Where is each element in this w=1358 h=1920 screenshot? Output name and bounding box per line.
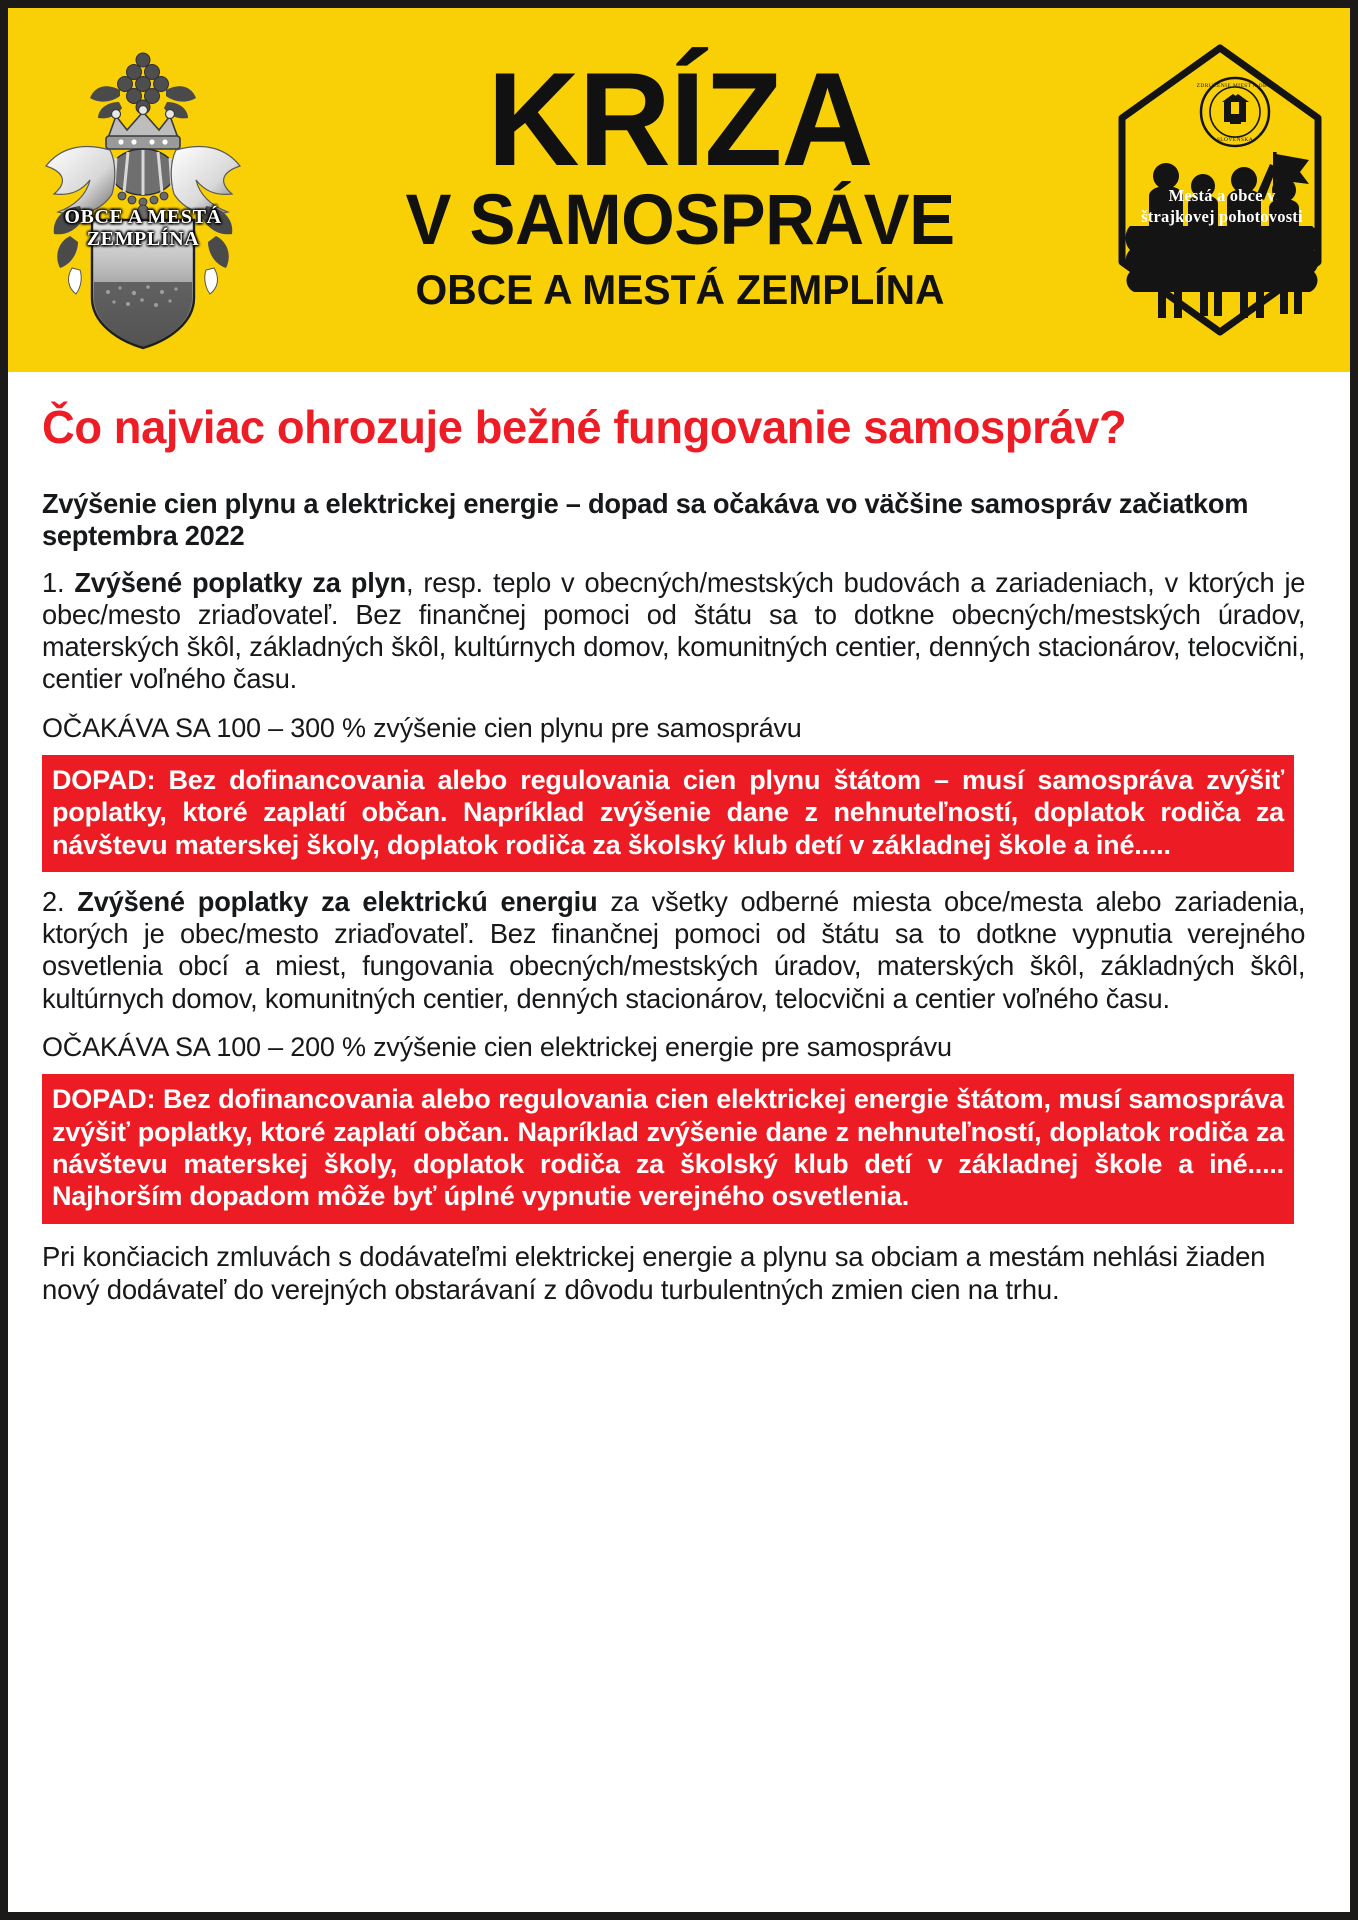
crest-caption-line2: ZEMPLÍNA [86,227,200,250]
poster-title-main: KRÍZA [487,45,873,194]
item-2-impact-box: DOPAD: Bez dofinancovania alebo regulovania cien elektrickej energie štátom, musí samospráva zvýšiť poplatky, ktoré zaplatí občan. Napríklad zvýšenie dane z nehnuteľností, doplatok rodiča za návštevu materskej školy, doplatok rodiča za školský klub detí v základnej škole a iné..... Najhorším dopadom môže byť úplné vypnutie verejného osvetlenia. [42,1074,1294,1224]
strike-readiness-badge [1104,40,1336,340]
svg-text:ZDRUŽENIE MIEST A OBCÍ: ZDRUŽENIE MIEST A OBCÍ [1196,83,1274,89]
item-2-number: 2. [42,886,65,918]
item-1-body: , resp. teplo v obecných/mestských budovách a zariadeniach, v ktorých je obec/mesto zriaďovateľ. Bez finančnej pomoci od štátu sa to dotkne obecných/mestských úradov, materských škôl, základných škôl, kultúrnych domov, komunitných centier, denných stacionárov, telocvični, centier voľného času. [42,566,1306,695]
item-1-number: 1. [42,566,65,598]
item-1-bold-lead: Zvýšené poplatky za plyn [74,566,406,598]
item-1-expectation: OČAKÁVA SA 100 – 300 % zvýšenie cien plynu pre samosprávu [42,712,802,743]
section-question: Čo najviac ohrozuje bežné fungovanie samospráv? [42,401,1127,453]
poster-title-sub2: OBCE A MESTÁ ZEMPLÍNA [415,266,945,314]
poster-title-block [256,45,1104,322]
item-1-impact-box: DOPAD: Bez dofinancovania alebo regulovania cien plynu štátom – musí samospráva zvýšiť poplatky, ktoré zaplatí občan. Napríklad zvýšenie dane z nehnuteľností, doplatok rodiča za návštevu materskej školy, doplatok rodiča za školský klub detí v základnej škole a iné..... [42,755,1294,872]
item-2-expectation: OČAKÁVA SA 100 – 200 % zvýšenie cien elektrickej energie pre samosprávu [42,1031,952,1062]
item-1-paragraph [42,567,1305,696]
badge-caption-line1: Mestá a obce v [1168,186,1276,205]
protesters-silhouette [1149,152,1309,236]
badge-graphic [1104,40,1336,340]
badge-caption-line2: štrajkovej pohotovosti [1141,206,1303,226]
item-2-bold-lead: Zvýšené poplatky za elektrickú energiu [77,886,598,918]
poster-title-sub: V SAMOSPRÁVE [405,180,955,260]
poster-content [8,372,1350,1306]
item-2-body: za všetky odberné miesta obce/mesta alebo zariadenia, ktorých je obec/mesto zriaďovateľ. Bez finančnej pomoci od štátu sa to dotkne vypnutia verejného osvetlenia obcí a miest, fungovania obecných/mestských úradov, materských škôl, základných škôl, kultúrnych domov, komunitných centier, denných stacionárov, telocvični a centier voľného času. [42,886,1306,1014]
item-2-paragraph [42,886,1305,1015]
zemplin-coat-of-arms-logo [24,30,262,350]
svg-text:SLOVENSKA: SLOVENSKA [1216,137,1254,143]
header-band [8,8,1350,372]
crest-caption-line1: OBCE A MESTÁ [64,206,222,228]
crest-graphic [24,30,262,350]
zmos-seal-icon [1197,78,1274,146]
closing-paragraph: Pri končiacich zmluvách s dodávateľmi elektrickej energie a plynu sa obciam a mestám nehlási žiaden nový dodávateľ do verejných obstarávaní z dôvodu turbulentných zmien cien na trhu. [42,1240,1266,1305]
banner-brush [1126,226,1319,292]
lead-paragraph: Zvýšenie cien plynu a elektrickej energie – dopad sa očakáva vo väčšine samospráv začiatkom septembra 2022 [42,487,1249,551]
